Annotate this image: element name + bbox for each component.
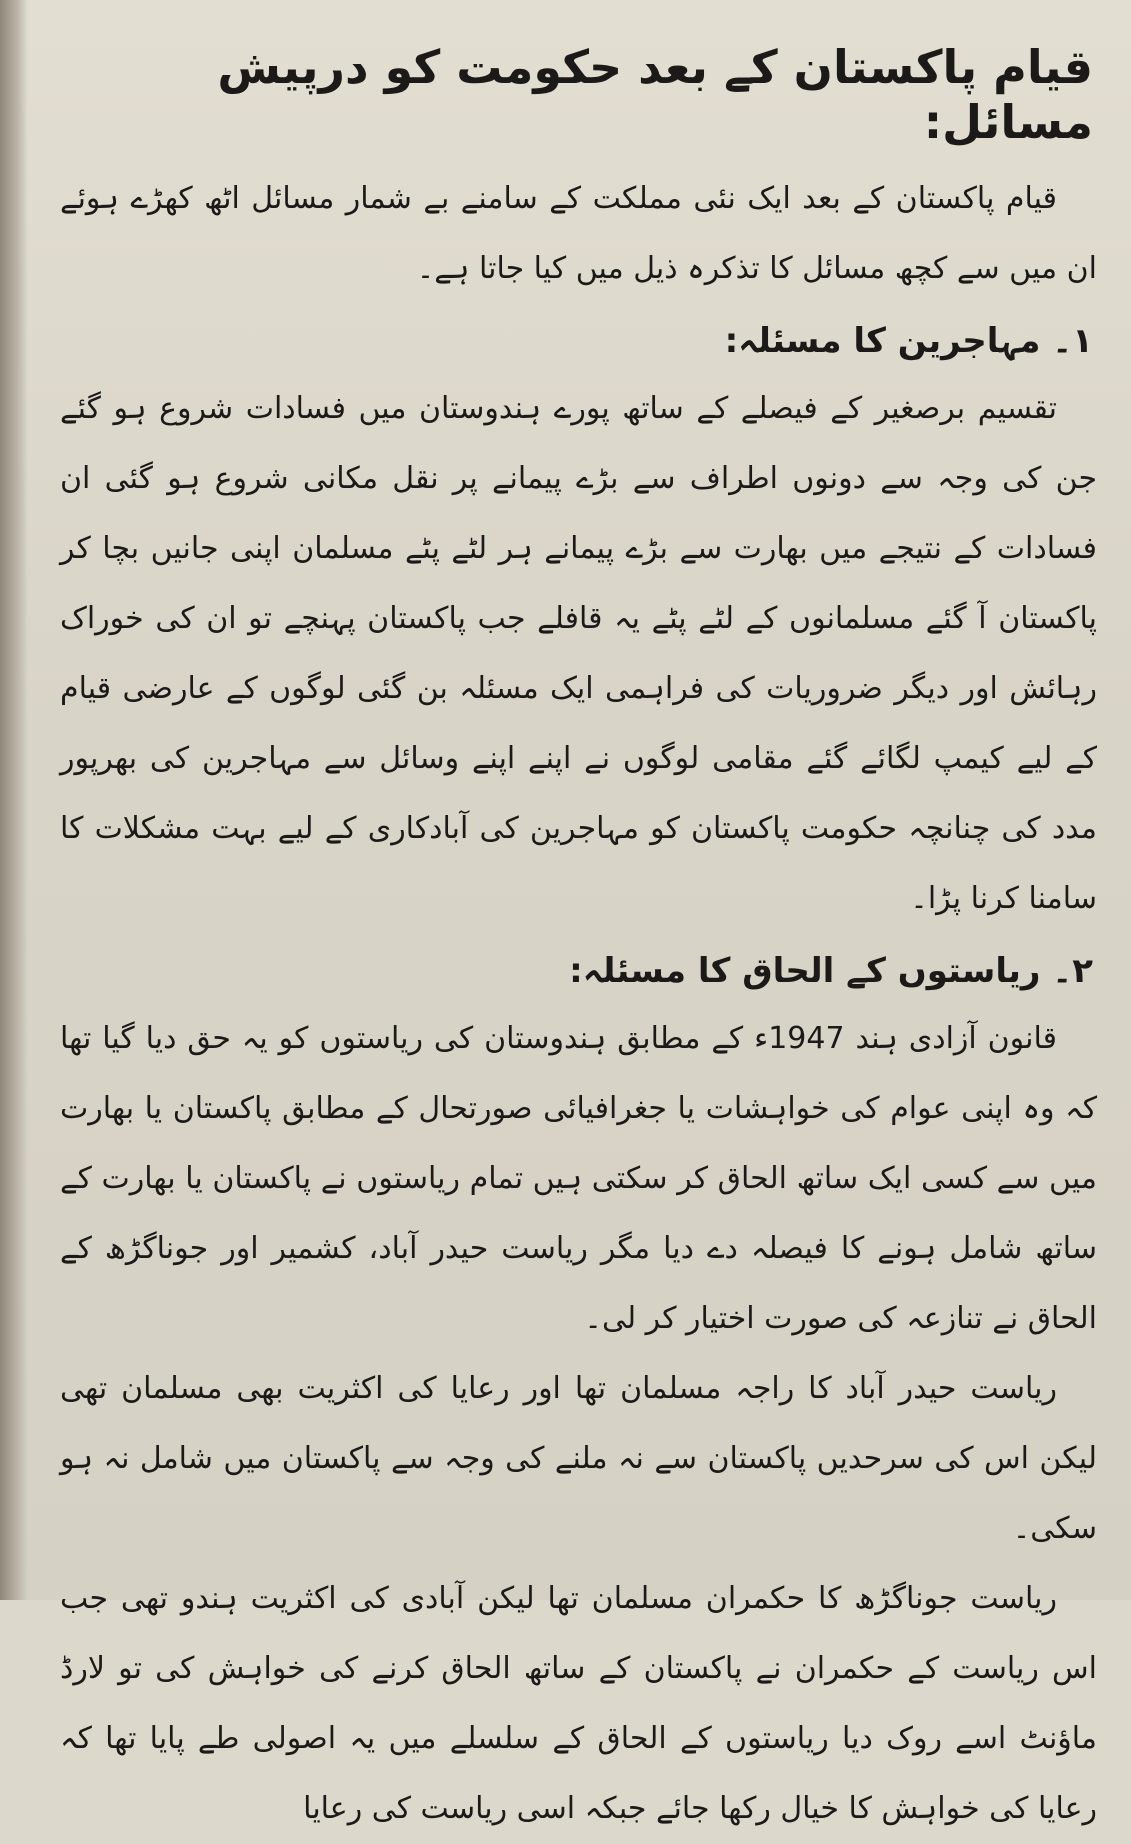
page-binding-shadow xyxy=(0,0,28,1600)
intro-paragraph: قیام پاکستان کے بعد ایک نئی مملکت کے سامنے بے شمار مسائل اٹھ کھڑے ہوئے ان میں سے کچھ مسائل کا تذکرہ ذیل میں کیا جاتا ہے۔ xyxy=(60,181,1097,287)
section-heading-refugees: ۱۔ مہاجرین کا مسئلہ: xyxy=(724,321,1093,362)
refugees-paragraph: تقسیم برصغیر کے فیصلے کے ساتھ پورے ہندوستان میں فسادات شروع ہو گئے جن کی وجہ سے دونوں اطراف سے بڑے پیمانے پر نقل مکانی شروع ہو گئی ان فسادات کے نتیجے میں بھارت سے بڑے پیمانے ہر لٹے پٹے مسلمان اپنی جانیں بچا کر پاکستان آ گئے مسلمانوں کے لٹے پٹے یہ قافلے جب پاکستان پہنچے تو ان کی خوراک رہائش اور دیگر ضروریات کی فراہمی ایک مسئلہ بن گئی لوگوں کے عارضی قیام کے لیے کیمپ لگائے گئے مقامی لوگوں نے اپنے اپنے وسائل سے مہاجرین کی بھرپور مدد کی چنانچہ حکومت پاکستان کو مہاجرین کی آبادکاری کے لیے بہت مشکلات کا سامنا کرنا پڑا۔ xyxy=(60,391,1097,917)
states-accession-paragraph: قانون آزادی ہند 1947ء کے مطابق ہندوستان کی ریاستوں کو یہ حق دیا گیا تھا کہ وہ اپنی عوام کی خواہشات یا جغرافیائی صورتحال کے مطابق پاکستان یا بھارت میں سے کسی ایک ساتھ الحاق کر سکتی ہیں تمام ریاستوں نے پاکستان یا بھارت کے ساتھ شامل ہونے کا فیصلہ دے دیا مگر ریاست حیدر آباد، کشمیر اور جوناگڑھ کے الحاق نے تنازعہ کی صورت اختیار کر لی۔ xyxy=(60,1021,1097,1337)
hyderabad-paragraph: ریاست حیدر آباد کا راجہ مسلمان تھا اور رعایا کی اکثریت بھی مسلمان تھی لیکن اس کی سرحدیں پاکستان سے نہ ملنے کی وجہ سے پاکستان میں شامل نہ ہو سکی۔ xyxy=(60,1371,1097,1547)
section-heading-states-accession: ۲۔ ریاستوں کے الحاق کا مسئلہ: xyxy=(569,951,1093,992)
page-title: قیام پاکستان کے بعد حکومت کو درپیش مسائل: xyxy=(217,40,1093,150)
junagadh-paragraph: ریاست جوناگڑھ کا حکمران مسلمان تھا لیکن آبادی کی اکثریت ہندو تھی جب اس ریاست کے حکمران نے پاکستان کے ساتھ الحاق کرنے کی خواہش کی تو لارڈ ماؤنٹ اسے روک دیا ریاستوں کے الحاق کے سلسلے میں یہ اصولی طے پایا تھا کہ رعایا کی خواہش کا خیال رکھا جائے جبکہ اسی ریاست کی رعایا xyxy=(60,1581,1097,1827)
